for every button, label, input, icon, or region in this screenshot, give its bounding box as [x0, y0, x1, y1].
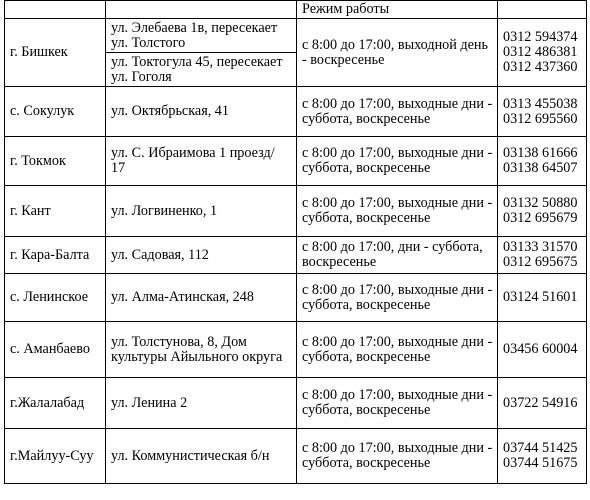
branch-schedule-table	[4, 0, 587, 484]
phone-number: 0312 695679	[503, 210, 578, 226]
phone-number: 0312 486381	[503, 44, 578, 60]
address-cell: ул. Элебаева 1в, пересекает ул. Толстого	[106, 19, 297, 53]
phone-number: 03722 54916	[503, 394, 578, 411]
address-cell: ул. С. Ибраимова 1 проезд/ 17	[106, 137, 297, 186]
hours-cell: с 8:00 до 17:00, выходные дни - суббота, воскресенье	[297, 186, 498, 237]
phones-cell	[498, 322, 587, 378]
city-cell: с. Ленинское	[5, 274, 106, 322]
table-row	[5, 237, 587, 274]
phone-number: 03133 31570	[503, 239, 578, 255]
hours-cell: с 8:00 до 17:00, дни - суббота, воскресенье	[297, 237, 498, 274]
header-address	[106, 1, 297, 19]
table-row	[5, 137, 587, 186]
address-cell: ул. Садовая, 112	[106, 237, 297, 274]
address-cell: ул. Толстунова, 8, Дом культуры Айыльного округа	[106, 322, 297, 378]
city-cell: г.Жалалабад	[5, 378, 106, 429]
city-cell: с. Аманбаево	[5, 322, 106, 378]
address-cell: ул. Октябрьская, 41	[106, 87, 297, 137]
header-hours: Режим работы	[297, 1, 498, 19]
phone-number: 0312 594374	[503, 29, 578, 45]
table-row	[5, 186, 587, 237]
phones-cell	[498, 378, 587, 429]
phone-number: 03456 60004	[503, 341, 578, 357]
phone-number: 03744 51425	[503, 440, 578, 456]
hours-cell: с 8:00 до 17:00, выходные дни - суббота, воскресенье	[297, 322, 498, 378]
phones-cell	[498, 137, 587, 186]
phones-cell	[498, 274, 587, 322]
table-row	[5, 378, 587, 429]
city-cell: г. Токмок	[5, 137, 106, 186]
address-cell: ул. Ленина 2	[106, 378, 297, 429]
hours-cell: с 8:00 до 17:00, выходные дни - суббота, воскресенье	[297, 378, 498, 429]
header-city	[5, 1, 106, 19]
address-cell: ул. Коммунистическая б/н	[106, 429, 297, 484]
address-cell: ул. Логвиненко, 1	[106, 186, 297, 237]
table-header-row	[5, 1, 587, 19]
city-cell: г. Кант	[5, 186, 106, 237]
address-cell: ул. Алма-Атинская, 248	[106, 274, 297, 322]
city-cell: г.Майлуу-Суу	[5, 429, 106, 484]
phone-number: 03132 50880	[503, 195, 578, 211]
phones-cell	[498, 87, 587, 137]
phone-number: 03138 64507	[503, 160, 578, 176]
city-cell: с. Сокулук	[5, 87, 106, 137]
table-row	[5, 429, 587, 484]
phone-number: 0312 695560	[503, 110, 578, 127]
hours-cell: с 8:00 до 17:00, выходные дни - суббота, воскресенье	[297, 274, 498, 322]
phones-cell	[498, 429, 587, 484]
hours-cell: с 8:00 до 17:00, выходной день - воскресенье	[297, 19, 498, 87]
phones-cell	[498, 237, 587, 274]
table-row	[5, 19, 587, 53]
hours-cell: с 8:00 до 17:00, выходные дни - суббота, воскресенье	[297, 87, 498, 137]
phone-number: 0312 437360	[503, 59, 578, 75]
phone-number: 03744 51675	[503, 455, 578, 471]
table-row	[5, 274, 587, 322]
phone-number: 0313 455038	[503, 95, 578, 112]
table-row	[5, 87, 587, 137]
address-cell: ул. Токтогула 45, пересекает ул. Гоголя	[106, 53, 297, 87]
phone-number: 03138 61666	[503, 145, 578, 161]
phone-number: 0312 695675	[503, 254, 578, 270]
header-phones	[498, 1, 587, 19]
phones-cell	[498, 19, 587, 87]
hours-cell: с 8:00 до 17:00, выходные дни - суббота, воскресенье	[297, 429, 498, 484]
city-cell: г. Бишкек	[5, 19, 106, 87]
city-cell: г. Кара-Балта	[5, 237, 106, 274]
table-row	[5, 322, 587, 378]
phones-cell	[498, 186, 587, 237]
phone-number: 03124 51601	[503, 289, 578, 305]
hours-cell: с 8:00 до 17:00, выходные дни - суббота, воскресенье	[297, 137, 498, 186]
